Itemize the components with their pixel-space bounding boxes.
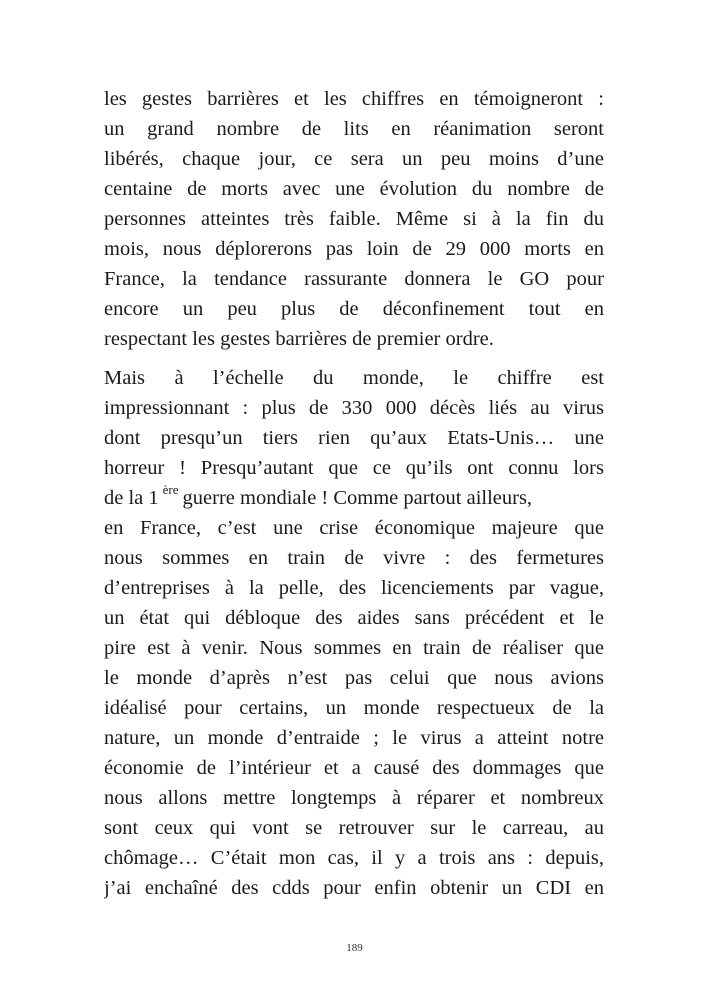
text-line: encore un peu plus de déconfinement tout en <box>104 298 604 320</box>
text-line: mois, nous déplorerons pas loin de 29 000 morts en <box>104 238 604 260</box>
ordinal-superscript: ère <box>162 483 179 497</box>
page-number: 189 <box>346 942 363 954</box>
text-line: sont ceux qui vont se retrouver sur le carreau, au <box>104 817 604 839</box>
text-line: impressionnant : plus de 330 000 décès liés au virus <box>104 397 604 419</box>
text-line-with-superscript <box>104 483 604 513</box>
text-line: un état qui débloque des aides sans précédent et le <box>104 607 604 629</box>
paragraph-2 <box>104 363 604 903</box>
text-line: dont presqu’un tiers rien qu’aux Etats-Unis… une <box>104 427 604 449</box>
paragraph-1 <box>104 84 604 354</box>
text-line: idéalisé pour certains, un monde respectueux de la <box>104 697 604 719</box>
text-line: nous allons mettre longtemps à réparer et nombreux <box>104 787 604 809</box>
text-line: France, la tendance rassurante donnera le GO pour <box>104 268 604 290</box>
text-line: d’entreprises à la pelle, des licenciements par vague, <box>104 577 604 599</box>
text-line: j’ai enchaîné des cdds pour enfin obtenir un CDI en <box>104 877 604 899</box>
text-line: nature, un monde d’entraide ; le virus a atteint notre <box>104 727 604 749</box>
body-text <box>104 84 604 903</box>
text-line: en France, c’est une crise économique majeure que <box>104 517 604 539</box>
text-segment: de la 1 <box>104 487 159 509</box>
text-line: personnes atteintes très faible. Même si à la fin du <box>104 208 604 230</box>
text-line: chômage… C’était mon cas, il y a trois ans : depuis, <box>104 847 604 869</box>
paragraph-gap <box>104 354 604 363</box>
text-line: nous sommes en train de vivre : des fermetures <box>104 547 604 569</box>
text-line: respectant les gestes barrières de premier ordre. <box>104 328 494 350</box>
text-line: Mais à l’échelle du monde, le chiffre est <box>104 367 604 389</box>
text-line: libérés, chaque jour, ce sera un peu moins d’une <box>104 148 604 170</box>
text-segment: guerre mondiale ! Comme partout ailleurs, <box>182 487 533 509</box>
text-line: pire est à venir. Nous sommes en train de réaliser que <box>104 637 604 659</box>
text-line: un grand nombre de lits en réanimation seront <box>104 118 604 140</box>
text-line: horreur ! Presqu’autant que ce qu’ils ont connu lors <box>104 457 604 479</box>
text-line: économie de l’intérieur et a causé des dommages que <box>104 757 604 779</box>
text-line: les gestes barrières et les chiffres en témoigneront : <box>104 88 604 110</box>
text-line: centaine de morts avec une évolution du nombre de <box>104 178 604 200</box>
text-line: le monde d’après n’est pas celui que nous avions <box>104 667 604 689</box>
